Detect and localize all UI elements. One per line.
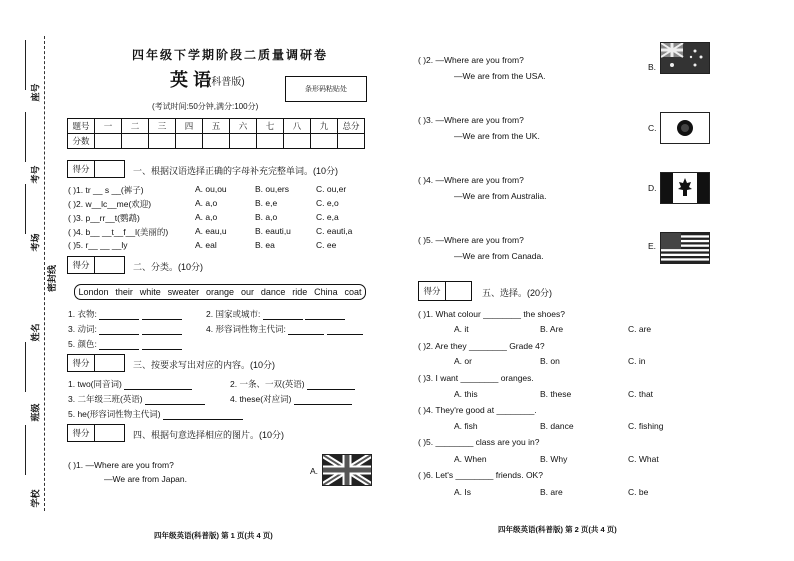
section5-item-4-a: A. fish (454, 421, 478, 431)
section4-item-3-q: ( )3. —Where are you from? (418, 115, 524, 125)
class-blank[interactable] (25, 425, 26, 475)
exam-info: (考试时间:50分钟,满分:100分) (152, 102, 259, 111)
score-box-label: 得分 (68, 425, 95, 441)
seal-line-label: 密封线 (47, 264, 58, 293)
japan-flag-image (660, 112, 710, 144)
score-input-cell[interactable] (257, 134, 284, 149)
exam-title: 四年级下学期阶段二质量调研卷 (131, 48, 328, 62)
name-label: 姓名 (30, 323, 41, 342)
question-text: 4. these(对应词) (230, 394, 292, 404)
section1-item-2-a: A. a,o (195, 198, 218, 208)
section4-score-box (67, 424, 125, 442)
category-verb (68, 323, 182, 335)
score-table (67, 118, 365, 149)
section4-title: 四、根据句意选择相应的图片。(10分) (133, 430, 285, 440)
section1-item-3-b: B. a,o (255, 212, 278, 222)
section1-item-5-b: B. ea (255, 240, 275, 250)
exam-no-blank[interactable] (25, 112, 26, 162)
answer-blank[interactable] (288, 326, 324, 335)
word-bank-item: white (139, 287, 161, 297)
section5-score-box (418, 281, 472, 301)
section5-item-2-c: C. in (628, 356, 646, 366)
section2-title: 二、分类。(10分) (133, 262, 204, 272)
word-bank (74, 284, 366, 300)
score-input-cell[interactable] (95, 134, 122, 149)
section2-score-box (67, 256, 125, 274)
score-input-cell[interactable] (230, 134, 257, 149)
answer-blank[interactable] (99, 326, 139, 335)
flag-label-d: D. (648, 183, 657, 193)
name-blank[interactable] (25, 342, 26, 392)
score-box-label: 得分 (419, 282, 446, 300)
section5-item-4-c: C. fishing (628, 421, 664, 431)
word-bank-item: coat (344, 287, 362, 297)
edition-label: (科普版) (208, 77, 245, 88)
barcode-label: 条形码粘贴处 (305, 86, 347, 93)
section4-item-5-a: —We are from Canada. (454, 251, 544, 261)
word-bank-item: our (240, 287, 254, 297)
section5-item-5: ( )5. ________ class are you in? (418, 437, 540, 447)
score-box-label: 得分 (68, 161, 95, 177)
word-bank-item: sweater (167, 287, 200, 297)
answer-blank[interactable] (99, 341, 139, 350)
answer-blank[interactable] (142, 341, 182, 350)
section5-item-4-b: B. dance (540, 421, 574, 431)
section3-item-2 (230, 378, 355, 390)
score-input-cell[interactable] (311, 134, 338, 149)
category-label: 3. 动词: (68, 324, 97, 334)
section5-item-5-c: C. What (628, 454, 659, 464)
section1-item-3: ( )3. p__rr__t(鹦鹉) (68, 213, 140, 223)
section1-item-3-c: C. e,a (316, 212, 339, 222)
section5-item-3-c: C. that (628, 389, 654, 399)
section1-item-2: ( )2. w__lc__me(欢迎) (68, 199, 152, 209)
section4-item-1-q: ( )1. —Where are you from? (68, 460, 174, 470)
uk-flag-image (322, 454, 372, 486)
section5-item-2-a: A. or (454, 356, 472, 366)
score-table-cell: 二 (122, 119, 149, 134)
seat-blank[interactable] (25, 40, 26, 90)
page-footer-2: 四年级英语(科普版) 第 2 页(共 4 页) (498, 525, 617, 534)
section5-item-3-a: A. this (454, 389, 478, 399)
section1-item-1-a: A. ou,ou (195, 184, 227, 194)
section4-item-4-a: —We are from Australia. (454, 191, 547, 201)
barcode-area (285, 76, 367, 102)
word-bank-item: dance (260, 287, 286, 297)
section4-item-1-a: —We are from Japan. (104, 474, 187, 484)
section1-item-4-a: A. eau,u (195, 226, 227, 236)
japan-flag-icon (661, 113, 709, 143)
score-input-cell[interactable] (149, 134, 176, 149)
score-table-cell: 八 (284, 119, 311, 134)
answer-blank[interactable] (142, 311, 182, 320)
exam-room-label: 考场 (30, 233, 41, 252)
section5-item-3: ( )3. I want ________ oranges. (418, 373, 534, 383)
answer-blank[interactable] (263, 311, 303, 320)
section1-item-5-c: C. ee (316, 240, 337, 250)
class-label: 班级 (30, 403, 41, 422)
section1-item-2-c: C. e,o (316, 198, 339, 208)
answer-blank[interactable] (327, 326, 363, 335)
category-label: 1. 衣物: (68, 309, 97, 319)
page-footer-1: 四年级英语(科普版) 第 1 页(共 4 页) (154, 531, 273, 540)
answer-blank[interactable] (99, 311, 139, 320)
section5-item-5-b: B. Why (540, 454, 568, 464)
answer-blank[interactable] (145, 396, 205, 405)
section3-item-4 (230, 393, 352, 405)
section3-item-3 (68, 393, 205, 405)
score-table-cell: 六 (230, 119, 257, 134)
flag-label-b: B. (648, 62, 657, 72)
section3-item-1 (68, 378, 192, 390)
subject-title: 英 语 (170, 70, 212, 90)
score-table-cell: 九 (311, 119, 338, 134)
section5-item-2: ( )2. Are they ________ Grade 4? (418, 341, 545, 351)
section5-item-6: ( )6. Let's ________ friends. OK? (418, 470, 543, 480)
question-text: 1. two(同音词) (68, 379, 122, 389)
section5-item-1-c: C. are (628, 324, 652, 334)
section4-item-4-q: ( )4. —Where are you from? (418, 175, 524, 185)
category-color (68, 338, 182, 350)
word-bank-item: London (78, 287, 109, 297)
section5-title: 五、选择。(20分) (482, 288, 553, 298)
score-input-cell[interactable] (284, 134, 311, 149)
score-table-cell: 三 (149, 119, 176, 134)
answer-blank[interactable] (124, 381, 192, 390)
australia-flag-icon (661, 43, 709, 73)
school-label: 学校 (30, 489, 41, 508)
question-text: 2. 一条、一双(英语) (230, 379, 305, 389)
score-table-score-row (68, 134, 365, 149)
section4-item-2-q: ( )2. —Where are you from? (418, 55, 524, 65)
section5-item-1: ( )1. What colour ________ the shoes? (418, 309, 565, 319)
question-text: 3. 二年级三班(英语) (68, 394, 143, 404)
score-row-label: 分数 (68, 134, 95, 149)
section1-item-5-a: A. eal (195, 240, 217, 250)
flag-label-e: E. (648, 241, 657, 251)
usa-flag-image (660, 232, 710, 264)
section1-item-1-c: C. ou,er (316, 184, 347, 194)
section1-item-4: ( )4. b__ __t__f__l(美丽的) (68, 227, 169, 237)
category-label: 4. 形容词性物主代词: (206, 324, 286, 334)
score-box-label: 得分 (68, 257, 95, 273)
section4-item-2-a: —We are from the USA. (454, 71, 546, 81)
section1-score-box (67, 160, 125, 178)
section5-item-5-a: A. When (454, 454, 487, 464)
score-table-cell: 四 (176, 119, 203, 134)
score-table-cell: 一 (95, 119, 122, 134)
canada-flag-image (660, 172, 710, 204)
question-text: 5. he(形容词性物主代词) (68, 409, 161, 419)
section3-title: 三、按要求写出对应的内容。(10分) (133, 360, 276, 370)
answer-blank[interactable] (305, 311, 345, 320)
section5-item-1-b: B. Are (540, 324, 564, 334)
word-bank-item: ride (292, 287, 308, 297)
word-bank-item: their (115, 287, 133, 297)
section1-item-1-b: B. ou,ers (255, 184, 290, 194)
flag-label-c: C. (648, 123, 657, 133)
section5-item-6-c: C. be (628, 487, 649, 497)
section3-item-5 (68, 408, 243, 420)
score-input-cell[interactable] (338, 134, 365, 149)
section4-item-5-q: ( )5. —Where are you from? (418, 235, 524, 245)
section1-item-3-a: A. a,o (195, 212, 218, 222)
section5-item-6-b: B. are (540, 487, 563, 497)
section3-score-box (67, 354, 125, 372)
section5-item-2-b: B. on (540, 356, 560, 366)
answer-blank[interactable] (142, 326, 182, 335)
section1-item-5: ( )5. r__ __ __ly (68, 240, 128, 250)
answer-blank[interactable] (307, 381, 355, 390)
score-table-cell: 七 (257, 119, 284, 134)
section1-item-1: ( )1. tr __ s __(裤子) (68, 185, 144, 195)
section1-item-4-c: C. eauti,a (316, 226, 353, 236)
usa-flag-icon (661, 233, 709, 263)
uk-flag-icon (323, 455, 371, 485)
australia-flag-image (660, 42, 710, 74)
answer-blank[interactable] (163, 411, 243, 420)
score-table-cell: 总分 (338, 119, 365, 134)
section4-item-3-a: —We are from the UK. (454, 131, 540, 141)
word-bank-item: China (314, 287, 338, 297)
category-label: 5. 颜色: (68, 339, 97, 349)
canada-flag-icon (661, 173, 709, 203)
category-clothes (68, 308, 182, 320)
category-pronoun (206, 323, 363, 335)
score-box-label: 得分 (68, 355, 95, 371)
section5-item-1-a: A. it (454, 324, 469, 334)
score-input-cell[interactable] (122, 134, 149, 149)
section5-item-6-a: A. Is (454, 487, 472, 497)
answer-blank[interactable] (294, 396, 352, 405)
score-input-cell[interactable] (203, 134, 230, 149)
score-table-header-row (68, 119, 365, 134)
score-table-cell: 五 (203, 119, 230, 134)
seat-label: 座号 (30, 83, 41, 102)
flag-label-a: A. (310, 466, 319, 476)
section1-item-4-b: B. eauti,u (255, 226, 291, 236)
exam-room-blank[interactable] (25, 184, 26, 234)
score-input-cell[interactable] (176, 134, 203, 149)
word-bank-item: orange (206, 287, 235, 297)
section5-item-3-b: B. these (540, 389, 572, 399)
score-table-cell: 题号 (68, 119, 95, 134)
section1-title: 一、根据汉语选择正确的字母补充完整单词。(10分) (133, 166, 339, 176)
section1-item-2-b: B. e,e (255, 198, 278, 208)
category-country (206, 308, 345, 320)
category-label: 2. 国家或城市: (206, 309, 261, 319)
exam-no-label: 考号 (30, 165, 41, 184)
section5-item-4: ( )4. They're good at ________. (418, 405, 537, 415)
